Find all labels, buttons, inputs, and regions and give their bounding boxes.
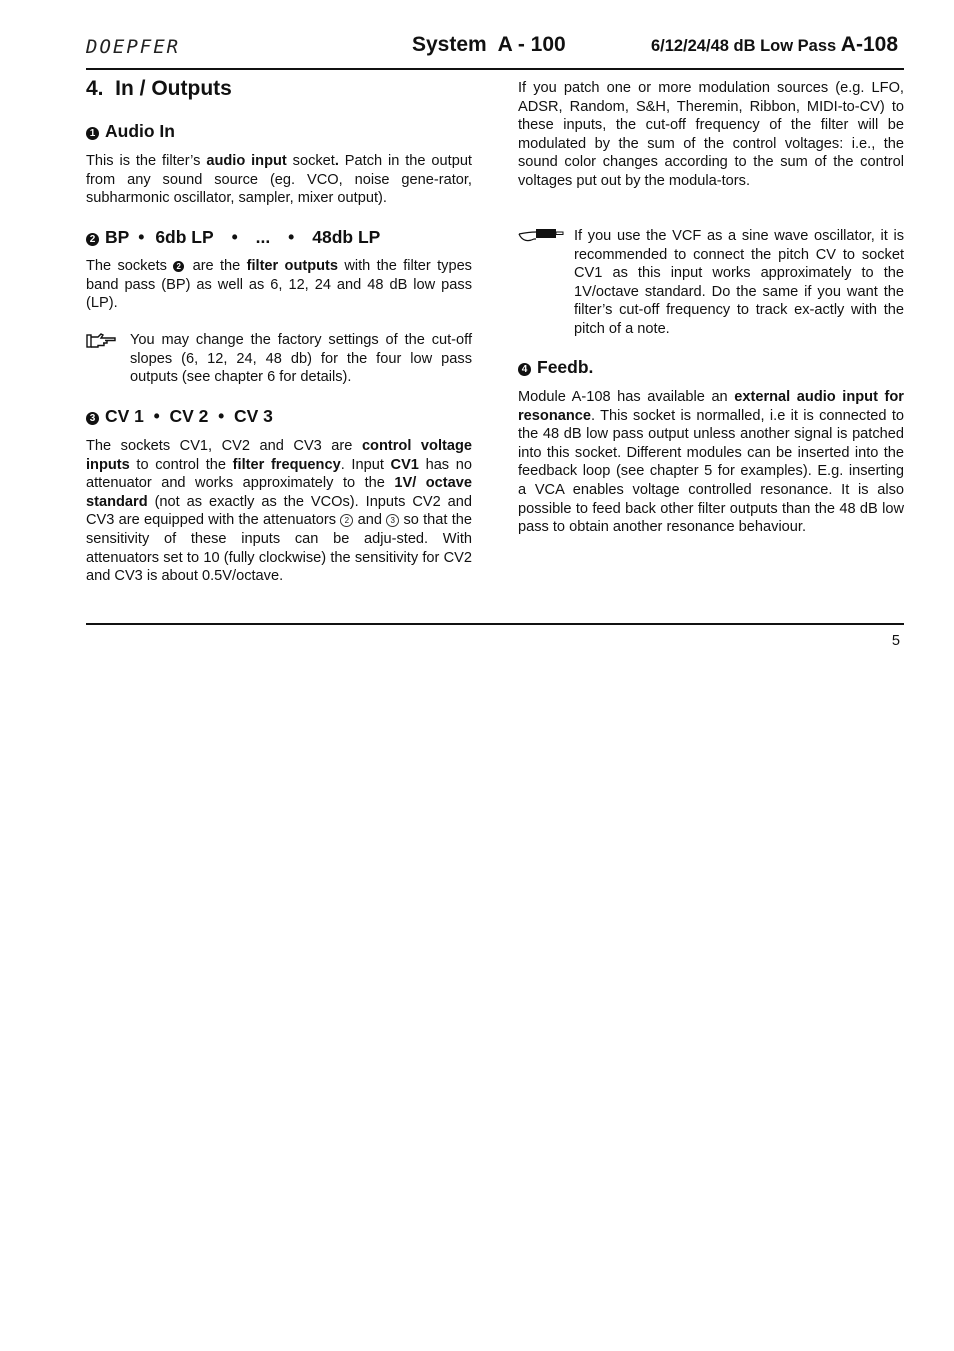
text-run: socket (286, 153, 335, 169)
audio-in-paragraph (86, 152, 472, 208)
text-run: are the (186, 258, 247, 274)
outputs-note-text: You may change the factory settings of the cut-off slopes (6, 12, 24, 48 db) for the four low pass outputs (see chapter 6 for details). (130, 332, 472, 386)
number-2-badge: 2 (86, 233, 99, 246)
product-title (651, 33, 898, 57)
cv-paragraph (86, 437, 472, 586)
cv-heading (86, 407, 273, 426)
patch-cable-icon (518, 226, 566, 244)
text-run: to control the (129, 456, 233, 473)
bold-run: control voltage inputs (86, 438, 473, 473)
feedb-heading (518, 358, 593, 377)
heading-part: BP (105, 227, 130, 247)
modulation-paragraph (518, 79, 904, 191)
system-title: System A - 100 (412, 33, 566, 56)
heading-part: 6db LP (155, 227, 214, 247)
vcf-note-text: If you use the VCF as a sine wave oscillator, it is recommended to connect the pitch CV to socket CV1 as this input works approximately to the 1V/octave standard. Do the same if you want the filter’s cut-off frequency to track ex-actly with the pitch of a note. (574, 228, 904, 337)
product-model: A-108 (840, 33, 898, 56)
bold-run: 1V/ octave standard (86, 475, 472, 510)
bold-run: filter frequency (232, 456, 341, 473)
pointing-hand-icon (86, 332, 118, 348)
product-subtitle: 6/12/24/48 dB Low Pass (650, 37, 841, 55)
number-2-badge: 2 (173, 261, 184, 272)
outputs-paragraph (86, 257, 472, 313)
text-run: Patch in the output from any sound source (eg. VCO, noise gene-rator, subharmonic oscillator, sampler, mixer output). (86, 153, 472, 207)
bold-run: filter outputs (246, 258, 339, 274)
number-1-badge: 1 (86, 127, 99, 140)
bullet-separator: • (231, 227, 238, 247)
text-run: This is the filter’s (86, 153, 207, 169)
section-title: 4. In / Outputs (86, 77, 232, 100)
footer-rule (86, 623, 904, 625)
number-4-badge: 4 (518, 363, 531, 376)
doepfer-logo: DOEPFER (86, 36, 181, 58)
attenuator-2-marker: 2 (340, 514, 353, 527)
heading-part: 48db LP (312, 227, 381, 247)
text-run: has no attenuator and works approximately to the (86, 456, 472, 492)
text-run: The sockets CV1, CV2 and CV3 are (86, 438, 362, 454)
page-number: 5 (891, 633, 900, 649)
outputs-heading (86, 228, 380, 247)
text-run: (not as exactly as the VCOs). Inputs CV2 and CV3 are equipped with the attenuators (86, 493, 472, 529)
cv-title: CV 1 • CV 2 • CV 3 (105, 406, 273, 426)
heading-part: ... (255, 227, 271, 247)
modulation-text: If you patch one or more modulation sources (e.g. LFO, ADSR, Random, S&H, Theremin, Ribbon, MIDI-to-CV) to these inputs, the cut-off frequency of the filter will be modulated by the sum of the control voltages: i.e., the sound color changes according to the sum of the control voltages put out by the modula-tors. (518, 80, 904, 189)
text-run: and (353, 512, 387, 529)
bullet-separator: • (288, 227, 295, 247)
text-run: . This socket is normalled, i.e it is connected to the 48 dB low pass output unless another signal is patched into this socket. Different modules can be inserted into the feedback loop (see chapter 5 for examples). E.g. inserting a VCA enables voltage controlled resonance. It is also possible to feed back other filter outputs than the 48 dB low pass to obtain another resonance behaviour. (518, 407, 904, 536)
bold-run: CV1 (390, 456, 419, 473)
page-header (86, 30, 904, 70)
audio-in-heading (86, 122, 175, 141)
feedb-paragraph (518, 388, 904, 537)
text-run: so that the sensitivity of these inputs can be adju-sted. With attenuators set to 10 (fully clockwise) the sensitivity for CV2 and CV3 is about 0.5V/octave. (86, 512, 472, 585)
text-run: The sockets (86, 258, 174, 274)
audio-in-title: Audio In (105, 121, 175, 141)
attenuator-3-marker: 3 (386, 514, 399, 527)
bold-run: external audio input for resonance (518, 389, 904, 424)
bold-run: audio input (206, 153, 287, 169)
text-run: . Input (340, 456, 391, 473)
text-run: with the filter types band pass (BP) as well as 6, 12, 24 and 48 dB low pass (LP). (86, 258, 472, 312)
text-run: Module A-108 has available an (518, 389, 735, 405)
number-3-badge: 3 (86, 412, 99, 425)
bullet-separator: • (138, 227, 145, 247)
bold-run: . (334, 153, 339, 169)
feedb-title: Feedb. (537, 357, 594, 377)
